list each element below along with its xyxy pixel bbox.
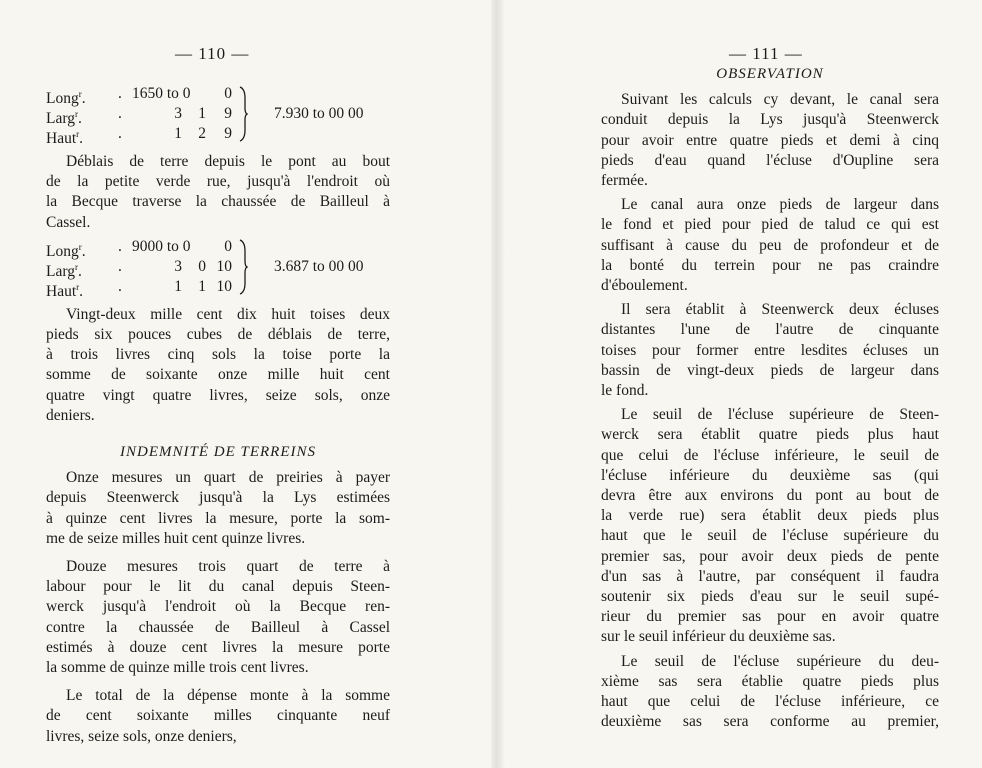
brace-icon	[238, 239, 248, 295]
measurement-table-2: Long$^r$. . 9000 to 0 0 Larg$^r$. . 3 0 10 Haut$^r$. . 1 1 10 3.687 to 00 00	[46, 237, 364, 300]
paragraph: Déblais de terre depuis le pont au bout de la petite verde rue, jusqu'à l'endroit où la Becque traverse la chaussée de Bailleul à Cassel.	[46, 153, 390, 231]
brace-icon	[238, 86, 248, 142]
measurement-table-1: Long$^r$. . 1650 to 0 0 Larg$^r$. . 3 1 9 Haut$^r$. . 1 2 9 7.930 to 00 00	[46, 85, 364, 147]
paragraph: Il sera établit à Steenwerck deux écluses distantes l'une de l'autre de cinquante toises pour former entre lesdites écluses un bassin de vingt-deux pieds de largeur dans le fond.	[601, 301, 939, 400]
paragraph: Vingt-deux mille cent dix huit toises deux pieds six pouces cubes de déblais de terre, à trois livres cinq sols la toise porte la somme de soixante onze mille huit cent quatre vingt quatre livres, seize sols, onze deniers.	[46, 305, 390, 424]
paragraph: Onze mesures un quart de preiries à payer depuis Steenwerck jusqu'à la Lys estimées à quinze cent livres la mesure, porte la som- me de seize milles huit cent quinze livres.	[46, 469, 390, 547]
left-page-number: — 110 —	[175, 44, 250, 63]
section-heading: OBSERVATION	[716, 66, 824, 82]
paragraph: Le seuil de l'écluse supérieure de Steen- werck sera établit quatre pieds plus haut que celui de l'écluse inférieure, le seuil de l'écluse inférieure du deuxième sas (qui devra être aux environs du pont au bout de la verde rue) sera établit deux pieds plus haut que le seuil de l'écluse supérieure du premier sas, pour avoir deux pieds de pente d'un sas à l'autre, par conséquent il faudra soutenir six pieds d'eau sur le seuil supé- rieur du premier sas pour en avoir quatre sur le seuil inférieur du deuxième sas.	[601, 406, 939, 646]
paragraph: Douze mesures trois quart de terre à labour pour le lit du canal depuis Steen- werck jusqu'à l'endroit où la Becque ren- contre la chaussée de Bailleul à Cassel estimés à douze cent livres la mesure porte la somme de quinze mille trois cent livres.	[46, 558, 390, 677]
paragraph: Le seuil de l'écluse supérieure du deu- xième sas sera établie quatre pieds plus haut que celui de l'écluse inférieure, ce deuxième sas sera conforme au premier,	[601, 652, 939, 731]
paragraph: Suivant les calculs cy devant, le canal sera conduit depuis la Lys jusqu'à Steenwerck pour avoir entre quatre pieds et demi à cinq pieds d'eau quand l'écluse d'Oupline sera fermée.	[601, 91, 939, 190]
paragraph: Le total de la dépense monte à la somme de cent soixante milles cinquante neuf livres, seize sols, onze deniers,	[46, 687, 390, 745]
table-result: 3.687 to 00 00	[274, 257, 364, 275]
right-page-number: — 111 —	[729, 44, 803, 63]
right-page-text	[601, 64, 939, 737]
paragraph: Le canal aura onze pieds de largeur dans le fond et pied pour pied de talud ce qui est suffisant à cause du peu de profondeur et de la bonté du terrein pour ne pas craindre d'éboulement.	[601, 196, 939, 295]
table-result: 7.930 to 00 00	[274, 105, 364, 122]
left-page-text	[46, 82, 390, 751]
book-gutter	[491, 0, 505, 768]
section-heading: INDEMNITÉ DE TERREINS	[120, 444, 316, 461]
right-page	[505, 0, 982, 768]
